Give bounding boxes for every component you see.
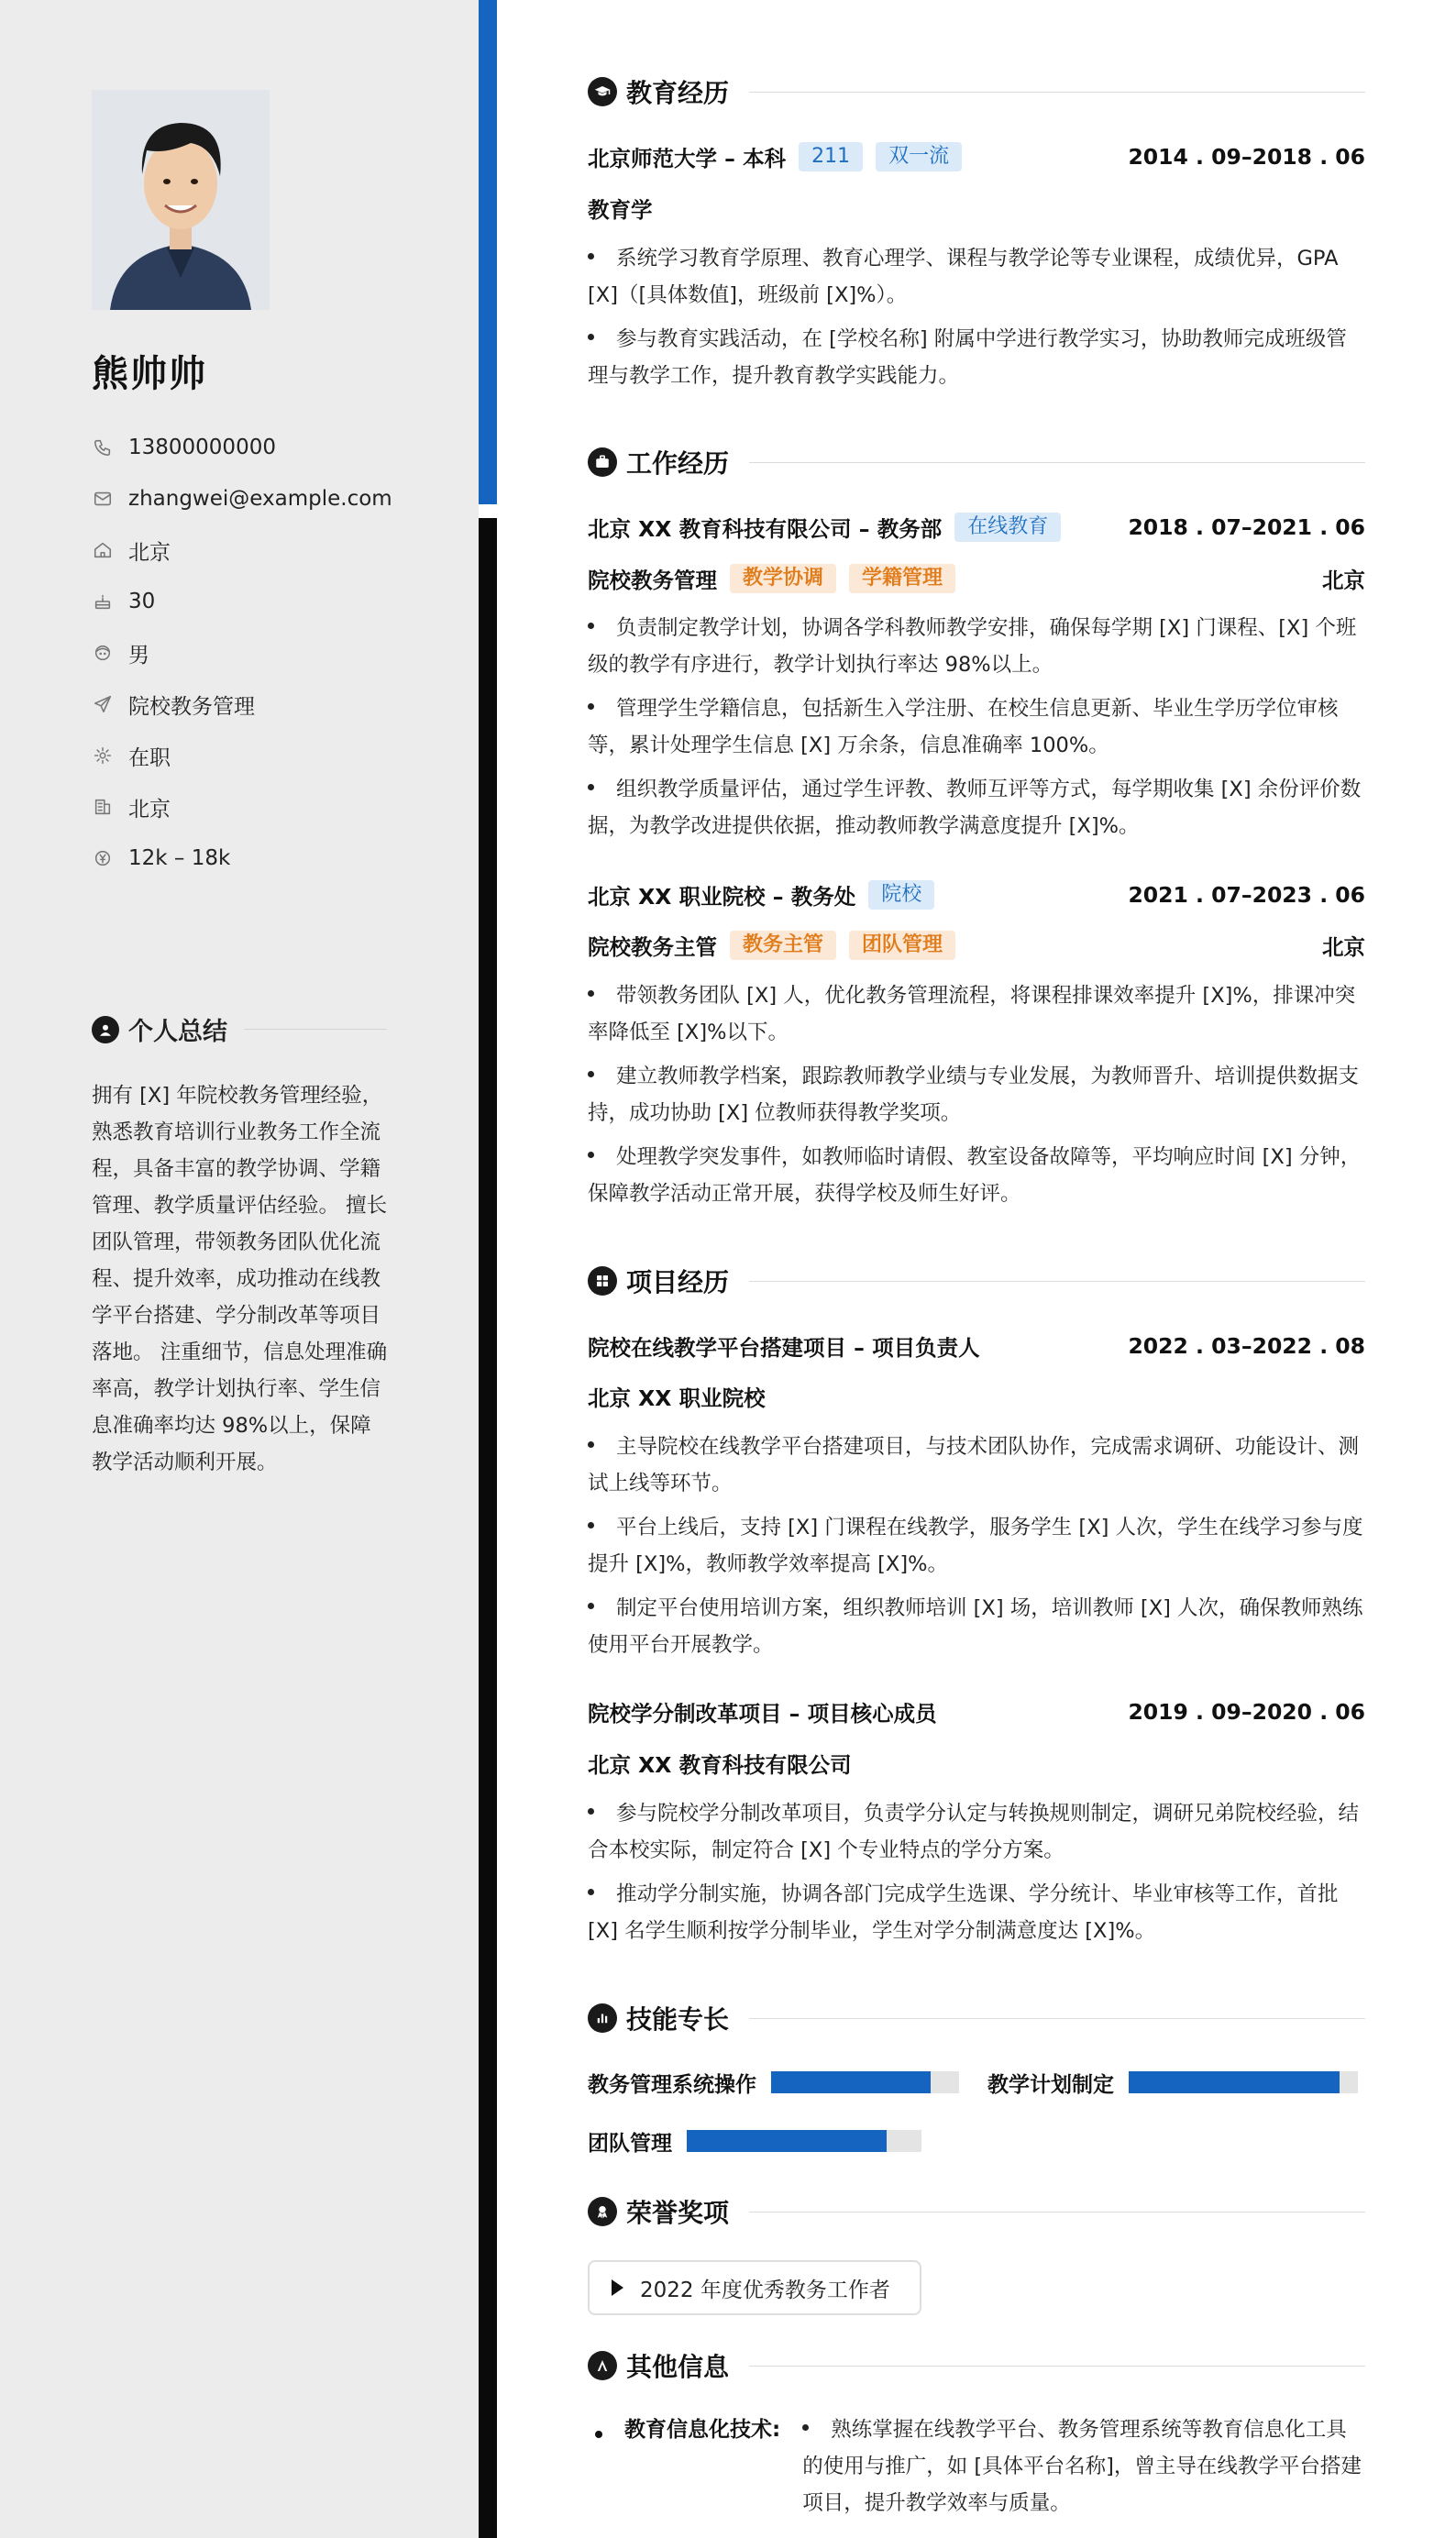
job-target-text: 院校教务管理 [128, 694, 255, 719]
award-icon [588, 2197, 617, 2226]
other-value: 熟练掌握在线教学平台、教务管理系统等教育信息化工具的使用与推广，如 [具体平台名称]，曾主导在线教学平台搭建项目，提升教学效率与质量。 [802, 2418, 1362, 2515]
skill-item [588, 2069, 959, 2096]
work-divider [749, 462, 1365, 463]
info-location [92, 524, 392, 576]
job-2-date: 2021 . 07–2023 . 06 [1128, 882, 1365, 908]
info-job-target [92, 679, 392, 730]
other-key: 教育信息化技术: [624, 2418, 781, 2442]
status-text: 在职 [128, 745, 171, 770]
skill-bar [1129, 2071, 1358, 2093]
job-2-tag: 院校 [868, 880, 934, 910]
job-2-city: 北京 [1322, 934, 1365, 960]
job-1-city: 北京 [1322, 568, 1365, 593]
awards-header [588, 2193, 1365, 2230]
project-2-date: 2019 . 09–2020 . 06 [1128, 1699, 1365, 1725]
info-salary [92, 833, 392, 884]
grid-icon [588, 1266, 617, 1296]
summary-header [92, 1011, 387, 1047]
phone-text: 13800000000 [128, 436, 276, 459]
accent-bar-blue [479, 0, 497, 504]
list-item: 制定平台使用培训方案，组织教师培训 [X] 场，培训教师 [X] 人次，确保教师熟练使用平台开展教学。 [588, 1596, 1363, 1657]
list-item: 建立教师教学档案，跟踪教师教学业绩与专业发展，为教师晋升、培训提供数据支持，成功协助 [X] 位教师获得教学奖项。 [588, 1065, 1360, 1125]
projects-divider [749, 1281, 1365, 1282]
skill-name: 教务管理系统操作 [588, 2072, 756, 2097]
job-1-role-row [588, 562, 1365, 595]
phone-icon [92, 436, 114, 458]
profile-photo [92, 90, 270, 310]
play-icon [612, 2279, 623, 2296]
list-item: 系统学习教育学原理、教育心理学、课程与教学论等专业课程，成绩优异，GPA [X]（[具体数值]，班级前 [X]%）。 [588, 247, 1339, 307]
job-1-role-tag: 学籍管理 [849, 564, 955, 593]
education-row [588, 140, 1365, 173]
major-name: 教育学 [588, 197, 653, 223]
project-1-name: 院校在线教学平台搭建项目 – 项目负责人 [588, 1335, 980, 1361]
project-1-org-row [588, 1380, 1365, 1413]
sidebar [0, 0, 479, 2538]
job-1-role: 院校教务管理 [588, 568, 717, 593]
job-1-tag: 在线教育 [954, 513, 1061, 542]
send-icon [92, 693, 114, 715]
education-title: 教育经历 [626, 78, 730, 108]
job-2-bullets [588, 977, 1365, 1219]
skill-bar-fill [687, 2130, 887, 2152]
candidate-name: 熊帅帅 [92, 353, 207, 395]
list-item: 参与院校学分制改革项目，负责学分认定与转换规则制定，调研兄弟院校经验，结合本校实际，制定符合 [X] 个专业特点的学分方案。 [588, 1802, 1360, 1862]
work-title: 工作经历 [626, 448, 730, 479]
job-1-bullets [588, 610, 1365, 852]
info-city [92, 781, 392, 833]
info-gender [92, 627, 392, 679]
skill-bar [771, 2071, 959, 2093]
mail-icon [92, 488, 114, 510]
skills-divider [749, 2018, 1365, 2019]
skill-bar-fill [1129, 2071, 1340, 2093]
skill-name: 团队管理 [588, 2131, 672, 2156]
contact-info-list [92, 422, 392, 884]
job-1-company: 北京 XX 教育科技有限公司 – 教务部 [588, 516, 943, 542]
face-icon [92, 642, 114, 664]
location-text: 北京 [128, 540, 171, 565]
building-icon [92, 796, 114, 818]
graduation-cap-icon [588, 77, 617, 106]
cake-icon [92, 590, 114, 612]
project-2-org: 北京 XX 教育科技有限公司 [588, 1752, 852, 1778]
skills-header [588, 2000, 1365, 2036]
school-tag-double-first: 双一流 [876, 142, 962, 171]
salary-text: 12k – 18k [128, 846, 231, 870]
skill-name: 教学计划制定 [987, 2072, 1114, 2097]
other-divider [749, 2366, 1365, 2367]
list-item: 参与教育实践活动，在 [学校名称] 附属中学进行教学实习，协助教师完成班级管理与教学工作，提升教育教学实践能力。 [588, 327, 1347, 388]
job-1-row [588, 511, 1365, 544]
accent-bar-black [479, 518, 497, 2538]
education-header [588, 73, 1365, 110]
bullet-dot [595, 2431, 602, 2438]
other-header [588, 2347, 1365, 2384]
projects-title: 项目经历 [626, 1267, 730, 1297]
summary-divider [244, 1029, 387, 1030]
list-item: 管理学生学籍信息，包括新生入学注册、在校生信息更新、毕业生学历学位审核等，累计处理学生信息 [X] 万余条，信息准确率 100%。 [588, 697, 1339, 757]
job-1-date: 2018 . 07–2021 . 06 [1128, 514, 1365, 540]
info-phone [92, 422, 392, 473]
list-item: 组织教学质量评估，通过学生评教、教师互评等方式，每学期收集 [X] 余份评价数据，为教学改进提供依据，推动教师教学满意度提升 [X]%。 [588, 778, 1362, 838]
project-2-row [588, 1695, 1365, 1728]
award-text: 2022 年度优秀教务工作者 [640, 2278, 890, 2302]
major-row [588, 192, 1365, 225]
award-item[interactable] [588, 2260, 921, 2315]
other-title: 其他信息 [626, 2352, 730, 2382]
summary-text: 拥有 [X] 年院校教务管理经验，熟悉教育培训行业教务工作全流程，具备丰富的教学协调、学籍管理、教学质量评估经验。 擅长团队管理，带领教务团队优化流程、提升效率，成功推动在线教学平台搭建、学分制改革等项目落地。 注重细节，信息处理准确率高，教学计划执行率、学生信息准确率均达 98%以上，保障教学活动顺利开展。 [92, 1084, 388, 1474]
skill-item [588, 2127, 921, 2155]
job-2-role-tag: 教务主管 [730, 931, 836, 960]
job-2-role: 院校教务主管 [588, 934, 717, 960]
education-bullets [588, 240, 1365, 402]
bar-chart-icon [588, 2003, 617, 2033]
education-divider [749, 92, 1365, 93]
email-text: zhangwei@example.com [128, 487, 392, 511]
skills-title: 技能专长 [626, 2004, 730, 2035]
awards-title: 荣誉奖项 [626, 2198, 730, 2228]
list-item: 平台上线后，支持 [X] 门课程在线教学，服务学生 [X] 人次，学生在线学习参与度提升 [X]%，教师教学效率提高 [X]%。 [588, 1516, 1363, 1576]
city-text: 北京 [128, 797, 171, 822]
skill-bar [687, 2130, 921, 2152]
home-icon [92, 539, 114, 561]
school-name: 北京师范大学 – 本科 [588, 146, 787, 171]
info-status [92, 730, 392, 781]
work-header [588, 444, 1365, 480]
job-2-row [588, 878, 1365, 911]
project-2-name: 院校学分制改革项目 – 项目核心成员 [588, 1701, 937, 1727]
job-1-role-tag: 教学协调 [730, 564, 836, 593]
job-2-company: 北京 XX 职业院校 – 教务处 [588, 884, 856, 910]
summary-title: 个人总结 [128, 1018, 227, 1046]
list-item: 负责制定教学计划，协调各学科教师教学安排，确保每学期 [X] 门课程、[X] 个班级的教学有序进行，教学计划执行率达 98%以上。 [588, 616, 1357, 677]
list-item: 主导院校在线教学平台搭建项目，与技术团队协作，完成需求调研、功能设计、测试上线等环节。 [588, 1435, 1360, 1495]
skill-item [987, 2069, 1358, 2096]
status-icon [92, 745, 114, 767]
person-icon [92, 1016, 119, 1043]
project-1-bullets [588, 1429, 1365, 1671]
age-text: 30 [128, 590, 156, 613]
money-icon [92, 847, 114, 869]
project-1-org: 北京 XX 职业院校 [588, 1385, 766, 1411]
info-badge-icon [588, 2351, 617, 2380]
portrait-image [92, 90, 270, 310]
projects-header [588, 1263, 1365, 1299]
briefcase-icon [588, 447, 617, 477]
skill-bar-fill [771, 2071, 931, 2093]
project-2-org-row [588, 1747, 1365, 1780]
list-item: 带领教务团队 [X] 人，优化教务管理流程，将课程排课效率提升 [X]%，排课冲突率降低至 [X]%以下。 [588, 984, 1356, 1044]
project-2-bullets [588, 1795, 1365, 1957]
project-1-date: 2022 . 03–2022 . 08 [1128, 1333, 1365, 1359]
list-item: 推动学分制实施，协调各部门完成学生选课、学分统计、毕业审核等工作，首批 [X] 名学生顺利按学分制毕业，学生对学分制满意度达 [X]%。 [588, 1882, 1339, 1943]
education-date: 2014 . 09–2018 . 06 [1128, 144, 1365, 170]
other-item [588, 2411, 1365, 2521]
list-item: 处理教学突发事件，如教师临时请假、教室设备故障等，平均响应时间 [X] 分钟，保障教学活动正常开展，获得学校及师生好评。 [588, 1145, 1362, 1206]
school-tag-211: 211 [799, 142, 863, 171]
job-2-role-tag: 团队管理 [849, 931, 955, 960]
info-age [92, 576, 392, 627]
project-1-row [588, 1330, 1365, 1363]
info-email [92, 473, 392, 524]
gender-text: 男 [128, 643, 149, 668]
job-2-role-row [588, 929, 1365, 962]
